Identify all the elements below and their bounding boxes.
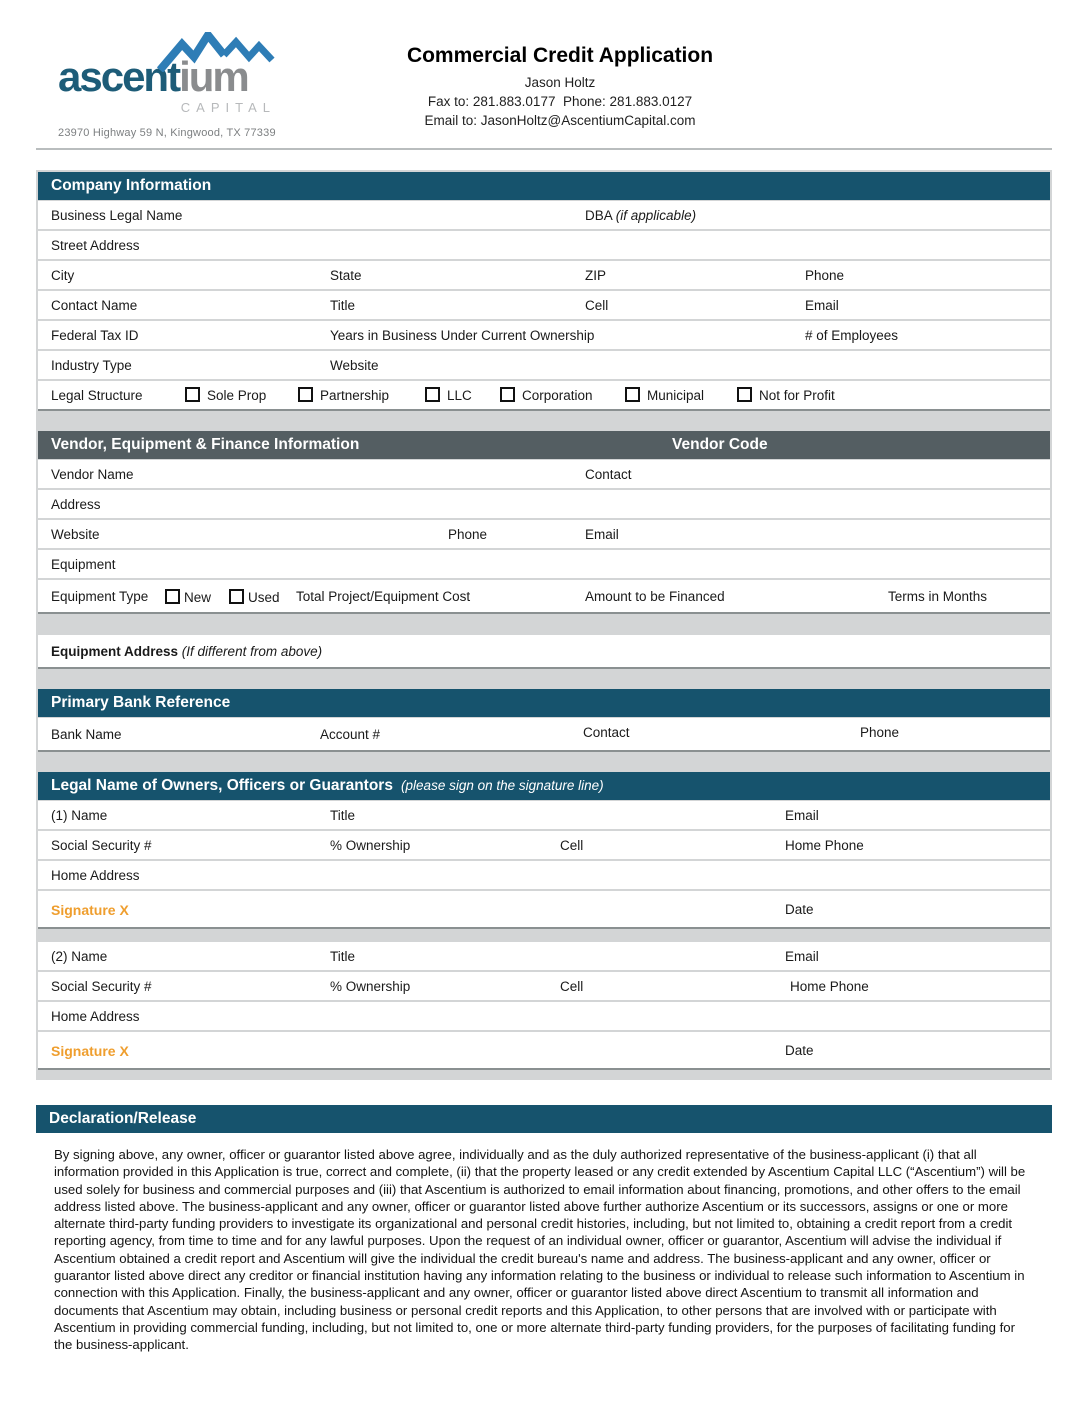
- field-owner1-home-phone[interactable]: Home Phone: [785, 838, 864, 853]
- field-owner2-ssn[interactable]: Social Security #: [51, 979, 152, 994]
- field-industry-type[interactable]: Industry Type: [51, 358, 132, 373]
- section-title: Company Information: [51, 177, 212, 194]
- form-row: [38, 460, 1050, 488]
- section-title: Declaration/Release: [49, 1110, 197, 1127]
- form-row: [38, 201, 1050, 229]
- phone-label: Phone:: [562, 94, 606, 109]
- municipal-checkbox[interactable]: [625, 387, 640, 402]
- ascentium-logo: [58, 34, 278, 139]
- form-row: [38, 520, 1050, 548]
- brand-secondary: ium: [179, 53, 248, 100]
- option-used: Used: [229, 589, 280, 605]
- field-employees[interactable]: # of Employees: [805, 328, 899, 343]
- email-address: JasonHoltz@AscentiumCapital.com: [480, 113, 696, 128]
- vendor-code-label: Vendor Code: [672, 436, 768, 453]
- field-vendor-website[interactable]: Website: [51, 527, 100, 542]
- form-row: [38, 550, 1050, 578]
- section-title: Vendor, Equipment & Finance Information: [51, 436, 360, 453]
- field-phone[interactable]: Phone: [805, 268, 845, 283]
- used-checkbox[interactable]: [229, 589, 244, 604]
- not-for-profit-checkbox[interactable]: [737, 387, 752, 402]
- field-website[interactable]: Website: [330, 358, 379, 373]
- field-owner1-title[interactable]: Title: [330, 808, 356, 823]
- field-owner2-title[interactable]: Title: [330, 949, 356, 964]
- declaration-text: By signing above, any owner, officer or guarantor listed above agree, individually and as the duly authorized representative of the business-applicant (i) that all information provided in this Application is true, correct and complete, (ii) that the property leased or any credit extended by Ascentium Capital LLC (“Ascentium”) will be used solely for business and commercial purposes and (iii) that Ascentium is authorized to email information about financing, promotions, and other offers to the email address listed above. The business-applicant and any owner, officer or guarantor listed above further authorize Ascentium or its successors, assigns or one or more alternate third-party funding providers to investigate its organizational and personal credit histories, including, but not limited to, obtaining a credit report from a credit reporting agency, from time to time and for any lawful purposes. Upon the request of an individual owner, officer or guarantor, Ascentium will advise the individual if Ascentium obtained a credit report and Ascentium will give the individual the credit bureau's name and address. The business-applicant and any owner, officer or guarantor listed above direct any creditor or financial institution having any information relating to the business or individual to release such information to Ascentium in connection with this Application. Finally, the business-applicant and any owner, officer or guarantor listed above direct Ascentium to transmit all information and documents that Ascentium may obtain, including business or personal credit reports and this Application, to other persons that are involved with or participate with Ascentium in providing commercial funding, including, but not limited to, one or more alternate third-party funding providers, for the purposes of facilitating funding for the business-applicant.: [54, 1147, 1026, 1353]
- option-municipal: Municipal: [625, 387, 704, 403]
- option-sole-prop: Sole Prop: [185, 387, 266, 403]
- field-owner2-email[interactable]: Email: [785, 949, 819, 964]
- field-bank-name[interactable]: Bank Name: [51, 727, 122, 742]
- owner2-name-row: [38, 942, 1050, 970]
- owner2-ssn-row: [38, 972, 1050, 1000]
- form-body: [36, 170, 1052, 1080]
- field-account[interactable]: Account #: [320, 727, 381, 742]
- field-vendor-email[interactable]: Email: [585, 527, 619, 542]
- bank-row: [38, 718, 1050, 752]
- field-owner2-date[interactable]: Date: [785, 1043, 814, 1058]
- field-equipment-address[interactable]: Equipment Address (If different from above): [51, 644, 323, 659]
- field-owner2-name[interactable]: (2) Name: [51, 949, 108, 964]
- owner1-ssn-row: [38, 831, 1050, 859]
- section-header-company: [38, 172, 1050, 200]
- field-street-address[interactable]: Street Address: [51, 238, 140, 253]
- field-bank-contact[interactable]: Contact: [583, 725, 630, 740]
- field-owner1-cell[interactable]: Cell: [560, 838, 584, 853]
- header-divider: [36, 148, 1052, 150]
- field-federal-tax-id[interactable]: Federal Tax ID: [51, 328, 139, 343]
- form-row: [38, 291, 1050, 319]
- owner2-signature-line[interactable]: Signature X: [51, 1043, 129, 1059]
- brand-primary: ascent: [58, 53, 180, 100]
- section-title: Legal Name of Owners, Officers or Guarantors: [51, 777, 393, 794]
- option-new: New: [165, 589, 211, 605]
- field-vendor-contact[interactable]: Contact: [585, 467, 632, 482]
- phone-number: 281.883.0127: [609, 94, 693, 109]
- field-terms[interactable]: Terms in Months: [888, 589, 988, 604]
- owner1-signature-line[interactable]: Signature X: [51, 902, 129, 918]
- partnership-checkbox[interactable]: [298, 387, 313, 402]
- field-years-in-business[interactable]: Years in Business Under Current Ownership: [330, 328, 595, 343]
- field-total-cost[interactable]: Total Project/Equipment Cost: [296, 589, 471, 604]
- field-owner2-cell[interactable]: Cell: [560, 979, 584, 994]
- field-state[interactable]: State: [330, 268, 362, 283]
- section-header-vendor: [38, 431, 1050, 459]
- section-header-bank: [38, 689, 1050, 717]
- option-corporation: Corporation: [500, 387, 593, 403]
- field-title[interactable]: Title: [330, 298, 356, 313]
- document-header: [300, 44, 820, 128]
- field-owner1-date[interactable]: Date: [785, 902, 814, 917]
- field-legal-structure: Legal Structure: [51, 388, 143, 403]
- field-owner1-email[interactable]: Email: [785, 808, 819, 823]
- section-title-note: (please sign on the signature line): [401, 778, 604, 793]
- form-row: [38, 351, 1050, 379]
- field-owner1-ownership[interactable]: % Ownership: [330, 838, 411, 853]
- legal-structure-row: [38, 381, 1050, 411]
- new-checkbox[interactable]: [165, 589, 180, 604]
- equipment-address-row: [38, 635, 1050, 669]
- section-header-owners: [38, 772, 1050, 800]
- email-line: [300, 113, 820, 128]
- option-llc: LLC: [425, 387, 472, 403]
- field-owner2-ownership[interactable]: % Ownership: [330, 979, 411, 994]
- field-vendor-address[interactable]: Address: [51, 497, 101, 512]
- field-equipment-type: Equipment Type: [51, 589, 149, 604]
- sole-prop-checkbox[interactable]: [185, 387, 200, 402]
- form-row: [38, 231, 1050, 259]
- owner2-home-address-row: [38, 1002, 1050, 1030]
- brand-subtitle: CAPITAL: [180, 100, 276, 115]
- field-owner2-home-address[interactable]: Home Address: [51, 1009, 140, 1024]
- fax-label: Fax to:: [427, 94, 470, 109]
- fax-number: 281.883.0177: [472, 94, 556, 109]
- field-contact-name[interactable]: Contact Name: [51, 298, 138, 313]
- field-amount-financed[interactable]: Amount to be Financed: [585, 589, 725, 604]
- page-title: Commercial Credit Application: [406, 44, 714, 67]
- page-header: [0, 0, 1088, 168]
- field-business-legal-name[interactable]: Business Legal Name: [51, 208, 183, 223]
- form-row: [38, 321, 1050, 349]
- field-dba[interactable]: DBA (if applicable): [585, 208, 697, 223]
- field-owner1-name[interactable]: (1) Name: [51, 808, 108, 823]
- form-row: [38, 490, 1050, 518]
- field-cell[interactable]: Cell: [585, 298, 609, 313]
- brand-wordmark: [58, 53, 278, 100]
- contact-name: Jason Holtz: [524, 75, 596, 90]
- equipment-type-row: [38, 580, 1050, 614]
- field-vendor-name[interactable]: Vendor Name: [51, 467, 134, 482]
- field-vendor-phone[interactable]: Phone: [448, 527, 488, 542]
- field-equipment[interactable]: Equipment: [51, 557, 116, 572]
- field-owner1-home-address[interactable]: Home Address: [51, 868, 140, 883]
- field-city[interactable]: City: [51, 268, 75, 283]
- llc-checkbox[interactable]: [425, 387, 440, 402]
- owner1-name-row: [38, 801, 1050, 829]
- corporation-checkbox[interactable]: [500, 387, 515, 402]
- option-not-for-profit: Not for Profit: [737, 387, 835, 403]
- option-partnership: Partnership: [298, 387, 389, 403]
- field-owner2-home-phone[interactable]: Home Phone: [790, 979, 869, 994]
- section-header-declaration: [36, 1105, 1052, 1133]
- owner2-signature-row: [38, 1032, 1050, 1070]
- declaration-section: [36, 1105, 1052, 1353]
- mountain-icon: [156, 32, 282, 72]
- section-title: Primary Bank Reference: [51, 694, 231, 711]
- form-row: [38, 261, 1050, 289]
- company-address: 23970 Highway 59 N, Kingwood, TX 77339: [58, 127, 276, 139]
- field-owner1-ssn[interactable]: Social Security #: [51, 838, 152, 853]
- field-email[interactable]: Email: [805, 298, 839, 313]
- email-label: Email to:: [424, 113, 477, 128]
- field-zip[interactable]: ZIP: [585, 268, 607, 283]
- field-bank-phone[interactable]: Phone: [860, 725, 900, 740]
- fax-phone-line: [300, 94, 820, 109]
- owner1-signature-row: [38, 891, 1050, 929]
- owner1-home-address-row: [38, 861, 1050, 889]
